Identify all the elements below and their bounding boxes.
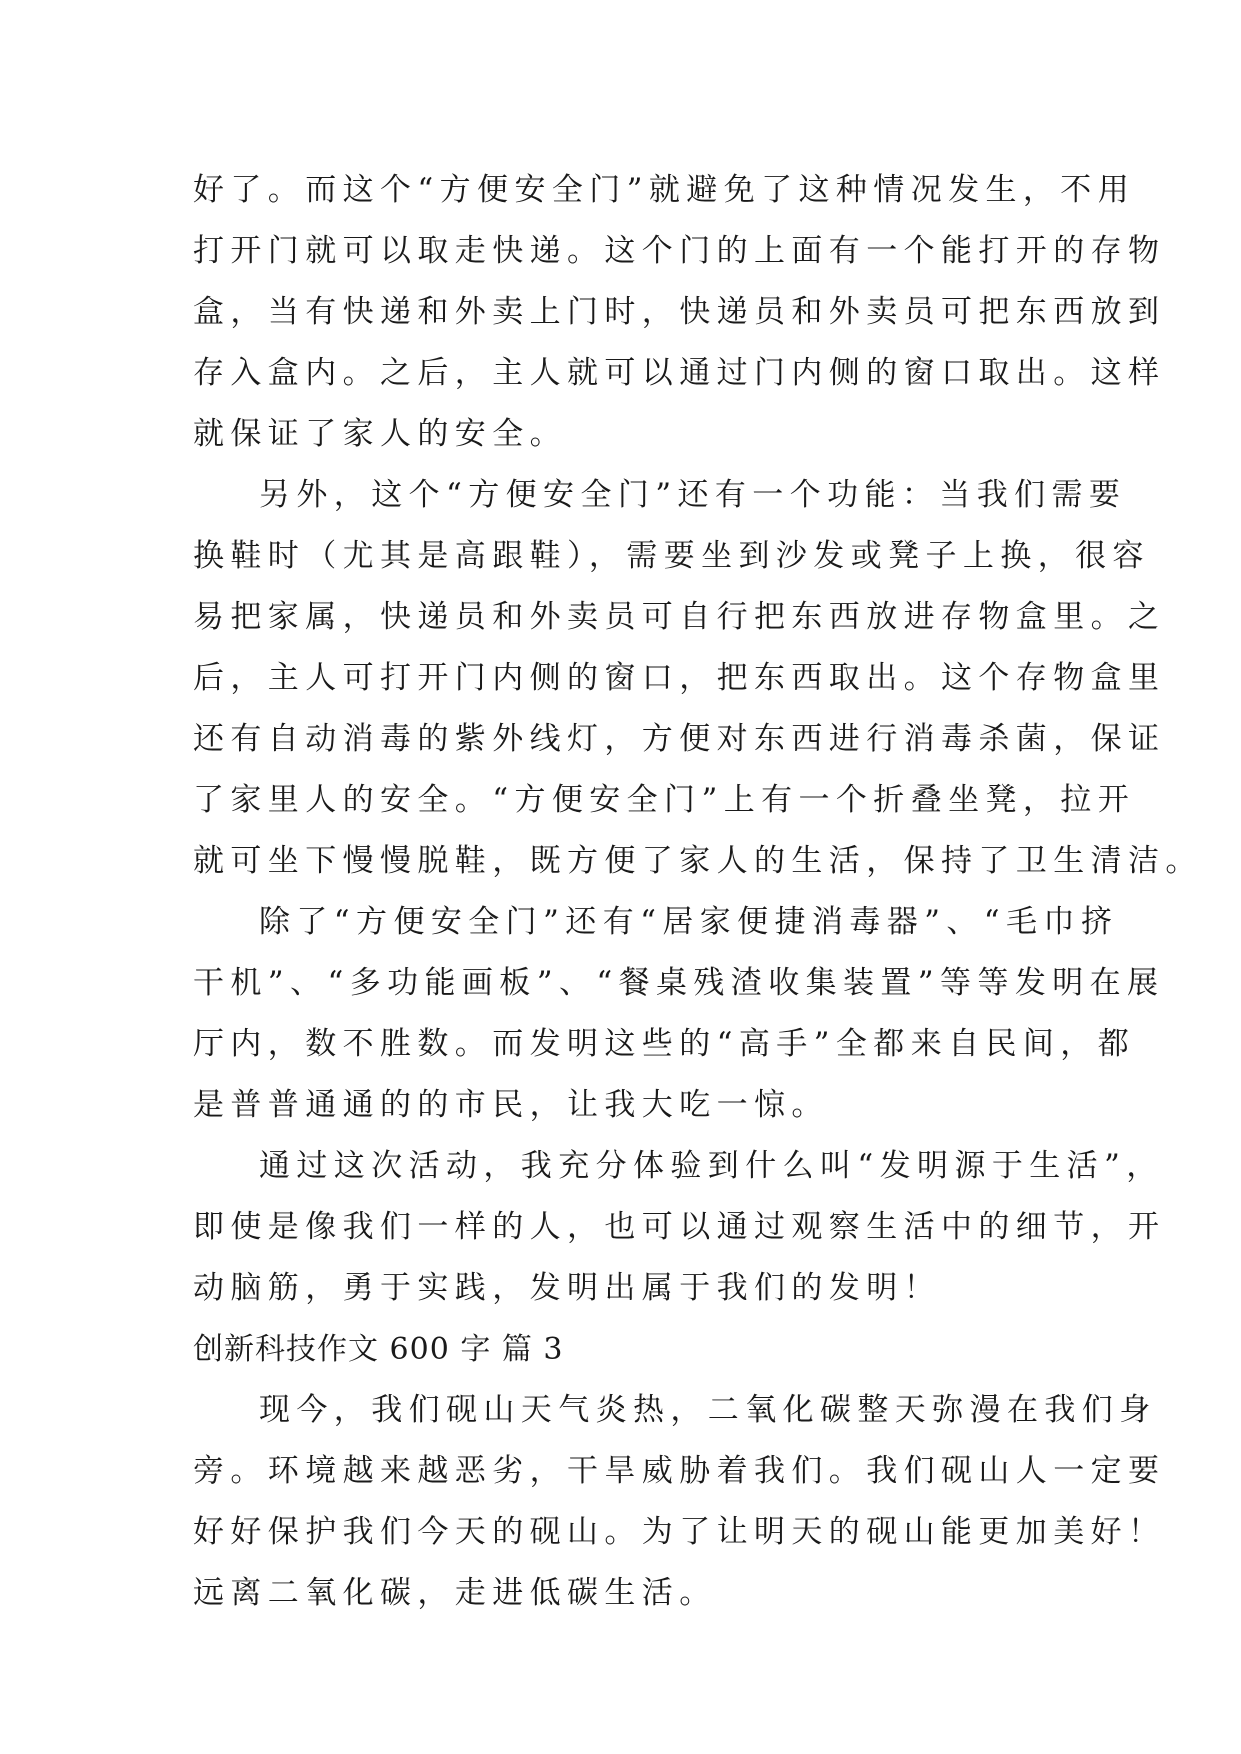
text-line: 后，主人可打开门内侧的窗口，把东西取出。这个存物盒里 xyxy=(193,660,1166,696)
text-line: 了家里人的安全。“方便安全门”上有一个折叠坐凳，拉开 xyxy=(193,782,1136,818)
section-heading: 创新科技作文 600 字 篇 3 xyxy=(193,1332,564,1367)
text-line: 现今，我们砚山天气炎热，二氧化碳整天弥漫在我们身 xyxy=(259,1392,1157,1428)
document-page xyxy=(193,160,1203,1624)
text-line: 盒，当有快递和外卖上门时，快递员和外卖员可把东西放到 xyxy=(193,294,1166,330)
text-line: 就可坐下慢慢脱鞋，既方便了家人的生活，保持了卫生清洁。 xyxy=(193,843,1203,879)
text-line: 旁。环境越来越恶劣，干旱威胁着我们。我们砚山人一定要 xyxy=(193,1453,1166,1489)
text-line: 动脑筋，勇于实践，发明出属于我们的发明！ xyxy=(193,1270,941,1306)
text-line: 除了“方便安全门”还有“居家便捷消毒器”、“毛巾挤 xyxy=(259,904,1119,940)
text-line: 就保证了家人的安全。 xyxy=(193,416,567,452)
text-line: 远离二氧化碳，走进低碳生活。 xyxy=(193,1575,717,1611)
text-line: 干机”、“多功能画板”、“餐桌残渣收集装置”等等发明在展 xyxy=(193,965,1165,1001)
text-line: 即使是像我们一样的人，也可以通过观察生活中的细节，开 xyxy=(193,1209,1166,1245)
text-line: 换鞋时（尤其是高跟鞋），需要坐到沙发或凳子上换，很容 xyxy=(193,538,1150,574)
text-line: 是普普通通的的市民，让我大吃一惊。 xyxy=(193,1087,829,1123)
text-line: 还有自动消毒的紫外线灯，方便对东西进行消毒杀菌，保证 xyxy=(193,721,1166,757)
text-line: 好好保护我们今天的砚山。为了让明天的砚山能更加美好！ xyxy=(193,1514,1166,1550)
text-line: 通过这次活动，我充分体验到什么叫“发明源于生活”， xyxy=(259,1148,1164,1184)
text-line: 厅内，数不胜数。而发明这些的“高手”全都来自民间，都 xyxy=(193,1026,1136,1062)
text-line: 易把家属，快递员和外卖员可自行把东西放进存物盒里。之 xyxy=(193,599,1166,635)
text-line: 另外，这个“方便安全门”还有一个功能：当我们需要 xyxy=(259,477,1127,513)
text-line: 打开门就可以取走快递。这个门的上面有一个能打开的存物 xyxy=(193,233,1166,269)
text-line: 好了。而这个“方便安全门”就避免了这种情况发生，不用 xyxy=(193,172,1136,208)
text-line: 存入盒内。之后，主人就可以通过门内侧的窗口取出。这样 xyxy=(193,355,1166,391)
